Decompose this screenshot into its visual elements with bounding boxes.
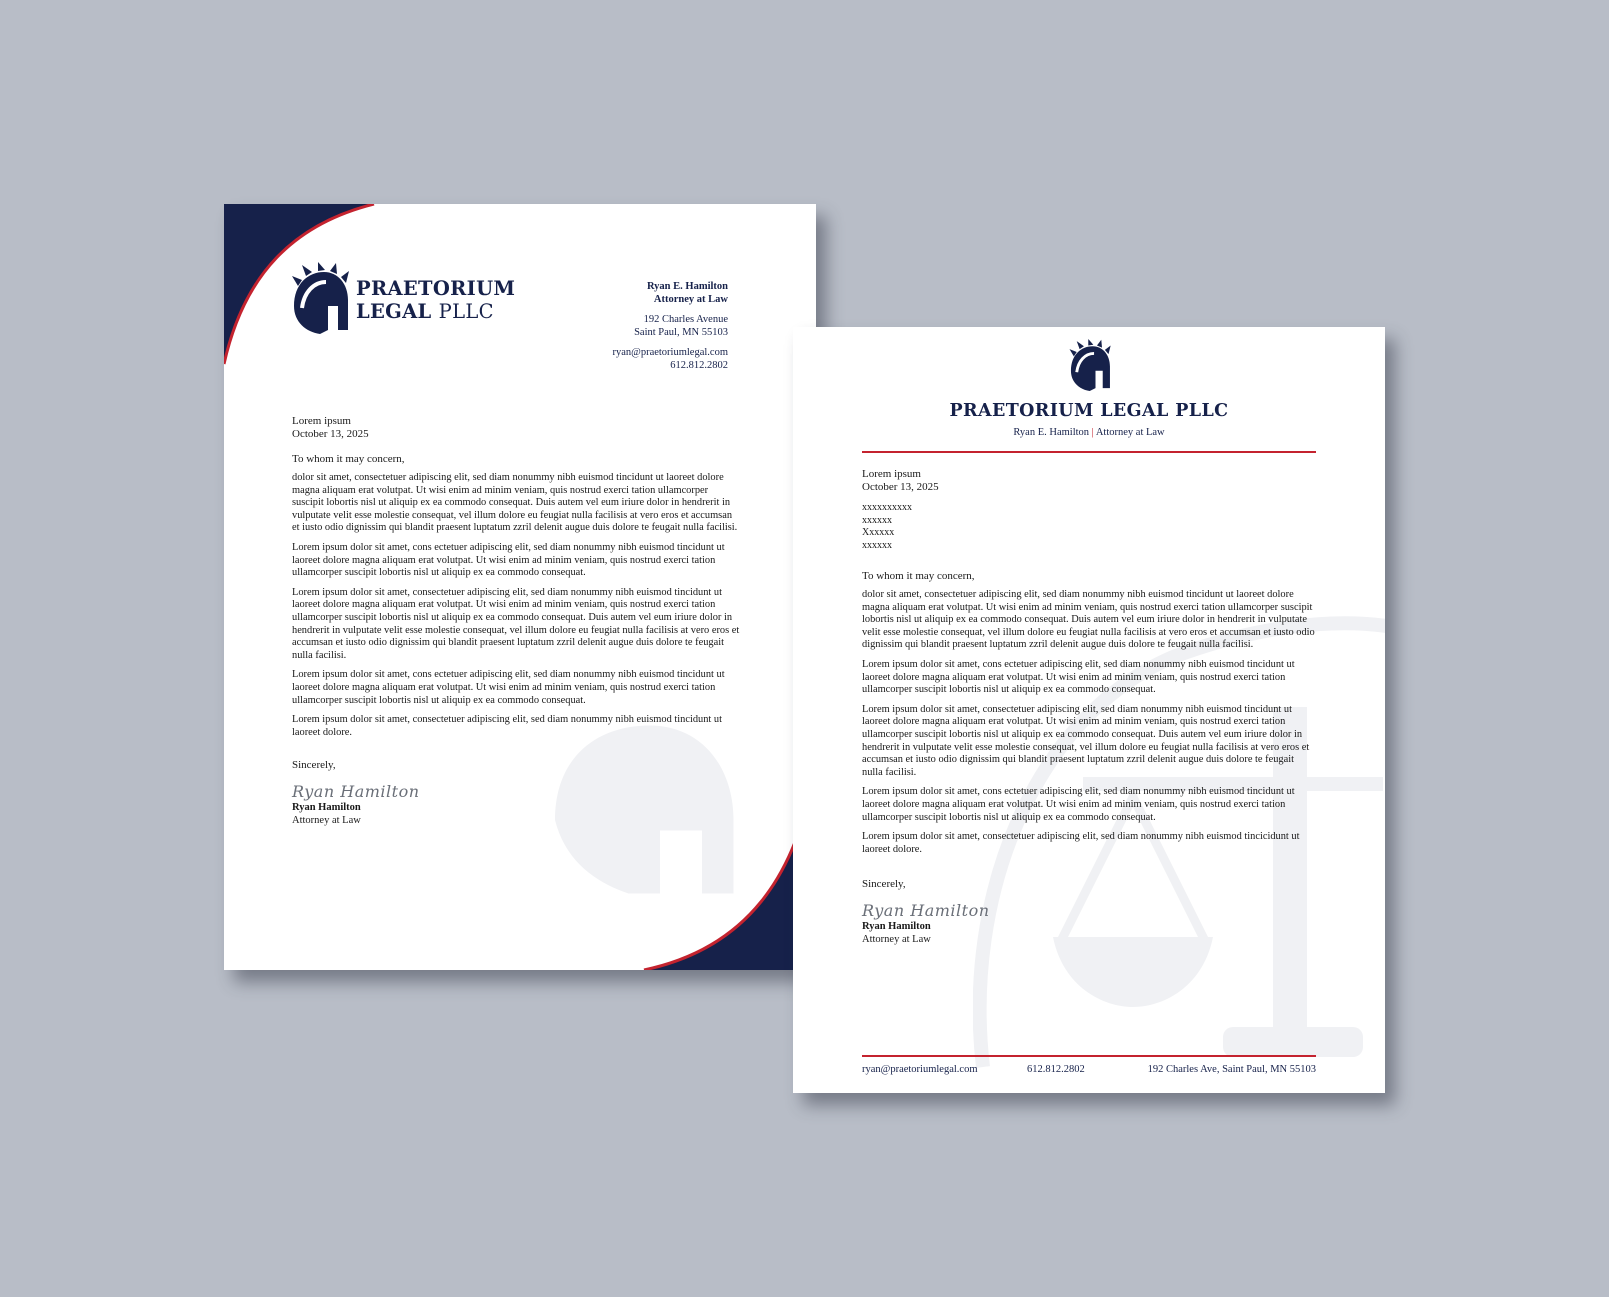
footer-address: 192 Charles Ave, Saint Paul, MN 55103 bbox=[1147, 1064, 1316, 1075]
closing: Sincerely, bbox=[292, 759, 336, 772]
handwritten-signature: Ryan Hamilton bbox=[862, 901, 990, 921]
contact-block bbox=[613, 281, 729, 372]
paragraph: Lorem ipsum dolor sit amet, cons ectetuer adipiscing elit, sed diam nonummy nibh euismod tincidunt ut laoreet dolore magna aliquam erat volutpat. Ut wisi enim ad minim veniam, quis nostrud exerci tation ullamcorper suscipit lobortis nisl ut aliquip ex ea commodo consequat. bbox=[292, 669, 725, 706]
footer-rule bbox=[862, 1055, 1316, 1057]
paragraph: Lorem ipsum dolor sit amet, cons ectetuer adipiscing elit, sed diam nonummy nibh euismod tincidunt ut laoreet dolore magna aliquam erat volutpat. Ut wisi enim ad minim veniam, quis nostrud exerci tation ullamcorper suscipit lobortis nisl ut aliquip ex ea commodo consequat. bbox=[292, 541, 725, 579]
contact-email[interactable]: ryan@praetoriumlegal.com bbox=[612, 347, 728, 358]
address-line: xxxxxxxxxx bbox=[862, 502, 912, 513]
address-line: Xxxxxx bbox=[862, 527, 895, 538]
signer-name: Ryan Hamilton bbox=[292, 802, 361, 814]
paragraph: Lorem ipsum dolor sit amet, consectetuer adipiscing elit, sed diam nonummy nibh euismod tincidunt ut laoreet dolore magna aliquam erat volutpat. Ut wisi enim ad minim veniam, quis nostrud exerci tation ullamcorper suscipit lobortis nisl ut aliquip ex ea commodo consequat. Duis autem vel eum iriure dolor in hendrerit in vulputate velit esse molestie consequat, vel illum dolore eu feugiat nulla facilisis at vero eros et accumsan et iusto odio dignissim qui blandit praesent luptatum zzril delenit augue duis dolore te feugait nulla facilisi. bbox=[862, 703, 1310, 778]
paragraph: Lorem ipsum dolor sit amet, cons ectetuer adipiscing elit, sed diam nonummy nibh euismod tincidunt ut laoreet dolore magna aliquam erat volutpat. Ut wisi enim ad minim veniam, quis nostrud exerci tation ullamcorper suscipit lobortis nisl ut aliquip ex ea commodo consequat. bbox=[862, 658, 1295, 696]
paragraph: dolor sit amet, consectetuer adipiscing elit, sed diam nonummy nibh euismod tincidunt ut laoreet dolore magna aliquam erat volutpat. Ut wisi enim ad minim veniam, quis nostrud exerci tation ullamcorper suscipit lobortis nisl ut aliquip ex ea commodo consequat. Duis autem vel eum iriure dolor in hendrerit in vulputate velit esse molestie consequat, vel illum dolore eu feugiat nulla facilisis at vero eros et accumsan et iusto odio dignissim qui blandit praesent luptatum zzril delenit augue duis dolore te feugait nulla facilisi. bbox=[292, 472, 738, 534]
brand-pllc: PLLC bbox=[438, 300, 494, 323]
salutation: To whom it may concern, bbox=[862, 570, 975, 582]
letter-date: October 13, 2025 bbox=[292, 428, 369, 440]
address-line: xxxxxx bbox=[862, 514, 892, 526]
recipient: Lorem ipsum bbox=[292, 415, 351, 427]
subtitle-name: Ryan E. Hamilton bbox=[1013, 427, 1090, 438]
letter-date: October 13, 2025 bbox=[862, 481, 939, 493]
contact-title: Attorney at Law bbox=[653, 293, 728, 305]
brand-legal: LEGAL bbox=[356, 300, 432, 323]
header-rule bbox=[862, 451, 1316, 453]
address-line: xxxxxx bbox=[862, 539, 892, 551]
closing: Sincerely, bbox=[862, 878, 906, 891]
contact-name: Ryan E. Hamilton bbox=[646, 281, 728, 292]
brand-line-2 bbox=[356, 300, 515, 323]
letter-body bbox=[292, 415, 742, 827]
paragraph: dolor sit amet, consectetuer adipiscing elit, sed diam nonummy nibh euismod tincidunt ut laoreet dolore magna aliquam erat volutpat. Ut wisi enim ad minim veniam, quis nostrud exerci tation ullamcorper suscipit lobortis nisl ut aliquip ex ea commodo consequat. Duis autem vel eum iriure dolor in hendrerit in vulputate velit esse molestie consequat, vel illum dolore eu feugiat nulla facilisis at vero eros et accumsan et iusto odio dignissim qui blandit praesent luptatum zzril delenit augue duis dolore te feugait nulla facilisi. bbox=[862, 589, 1315, 651]
signer-title: Attorney at Law bbox=[862, 934, 931, 946]
letterhead-sheet-right bbox=[793, 327, 1385, 1093]
letterhead-sheet-left bbox=[224, 204, 816, 970]
paragraph: Lorem ipsum dolor sit amet, consectetuer adipiscing elit, sed diam nonummy nibh euismod tincidunt ut laoreet dolore magna aliquam erat volutpat. Ut wisi enim ad minim veniam, quis nostrud exerci tation ullamcorper suscipit lobortis nisl ut aliquip ex ea commodo consequat. Duis autem vel eum iriure dolor in hendrerit in vulputate velit esse molestie consequat, vel illum dolore eu feugiat nulla facilisis at vero eros et accumsan et iusto odio dignissim qui blandit praesent luptatum zzril delenit augue duis dolore te feugait nulla facilisi. bbox=[292, 586, 740, 661]
subtitle bbox=[793, 427, 1385, 438]
paragraph: Lorem ipsum dolor sit amet, consectetuer adipiscing elit, sed diam nonummy nibh euismod tincicidunt ut laoreet dolore. bbox=[862, 831, 1300, 855]
brand-line-1: PRAETORIUM bbox=[356, 277, 516, 300]
signer-title: Attorney at Law bbox=[292, 815, 361, 827]
firm-name: PRAETORIUM LEGAL PLLC bbox=[949, 401, 1229, 421]
salutation: To whom it may concern, bbox=[292, 453, 405, 465]
contact-address-1: 192 Charles Avenue bbox=[643, 314, 728, 325]
brand-name bbox=[356, 277, 515, 323]
contact-phone[interactable]: 612.812.2802 bbox=[670, 359, 728, 371]
contact-address-2: Saint Paul, MN 55103 bbox=[634, 326, 728, 338]
spartan-helmet-icon bbox=[1066, 339, 1112, 391]
signer-name: Ryan Hamilton bbox=[862, 921, 931, 933]
handwritten-signature: Ryan Hamilton bbox=[292, 782, 420, 802]
footer-email[interactable]: ryan@praetoriumlegal.com bbox=[862, 1064, 978, 1075]
spartan-helmet-icon bbox=[288, 262, 350, 334]
recipient: Lorem ipsum bbox=[862, 468, 921, 480]
subtitle-separator: | bbox=[1091, 427, 1094, 438]
letter-body bbox=[862, 468, 1316, 946]
paragraph: Lorem ipsum dolor sit amet, consectetuer adipiscing elit, sed diam nonummy nibh euismod tincidunt ut laoreet dolore. bbox=[292, 714, 722, 738]
address-block bbox=[862, 502, 1316, 552]
subtitle-title: Attorney at Law bbox=[1095, 427, 1165, 438]
footer-phone[interactable]: 612.812.2802 bbox=[1027, 1064, 1085, 1075]
paragraph: Lorem ipsum dolor sit amet, cons ectetuer adipiscing elit, sed diam nonummy nibh euismod tincidunt ut laoreet dolore magna aliquam erat volutpat. Ut wisi enim ad minim veniam, quis nostrud exerci tation ullamcorper suscipit lobortis nisl ut aliquip ex ea commodo consequat. bbox=[862, 786, 1295, 823]
